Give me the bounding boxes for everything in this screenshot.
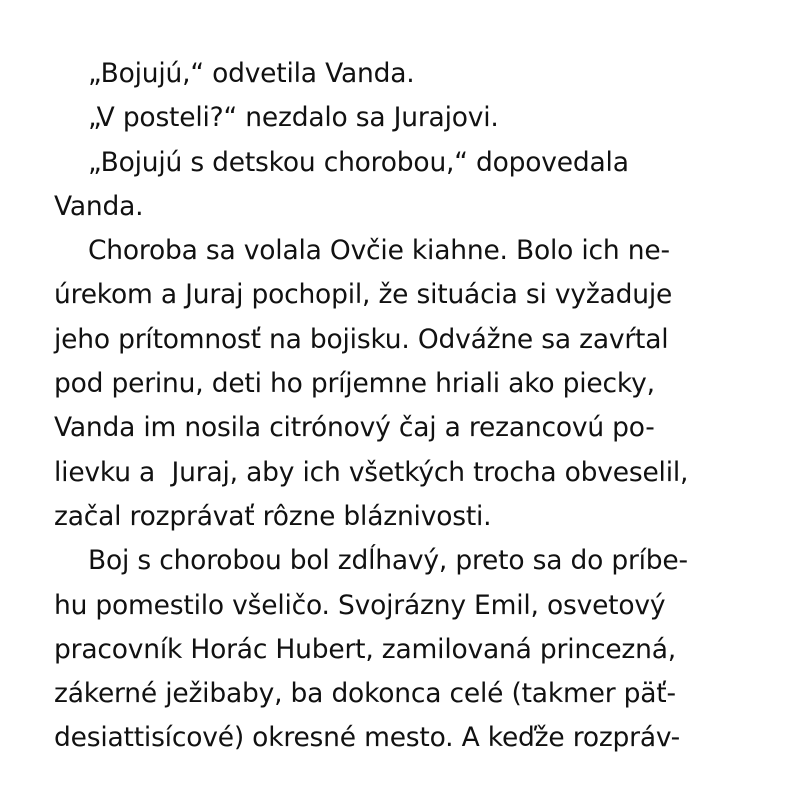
page-text — [54, 52, 744, 761]
text-line: Vanda. — [54, 190, 144, 222]
text-line: začal rozprávať rôzne bláznivosti. — [54, 500, 492, 532]
text-line: „Bojujú,“ odvetila Vanda. — [88, 58, 415, 89]
text-line: úrekom a Juraj pochopil, že situácia si vyžaduje — [54, 279, 673, 311]
text-line: Choroba sa volala Ovčie kiahne. Bolo ich ne- — [88, 235, 670, 267]
text-line: lievku a Juraj, aby ich všetkých trocha obveselil, — [54, 456, 689, 488]
text-line: Boj s chorobou bol zdĺhavý, preto sa do príbe- — [88, 545, 688, 577]
text-line: pracovník Horác Hubert, zamilovaná princezná, — [54, 633, 676, 665]
text-line: „V posteli?“ nezdalo sa Jurajovi. — [88, 102, 499, 134]
text-line: pod perinu, deti ho príjemne hriali ako piecky, — [54, 368, 655, 400]
text-line: „Bojujú s detskou chorobou,“ dopovedala — [88, 146, 629, 178]
text-line: Vanda im nosila citrónový čaj a rezancovú po- — [54, 412, 655, 444]
text-line: desiattisícové) okresné mesto. A keďže rozpráv- — [54, 722, 681, 754]
text-line: jeho prítomnosť na bojisku. Odvážne sa zavŕtal — [54, 323, 669, 355]
text-line: hu pomestilo všeličo. Svojrázny Emil, osvetový — [54, 589, 666, 621]
text-line: zákerné ježibaby, ba dokonca celé (takmer päť- — [54, 678, 676, 710]
